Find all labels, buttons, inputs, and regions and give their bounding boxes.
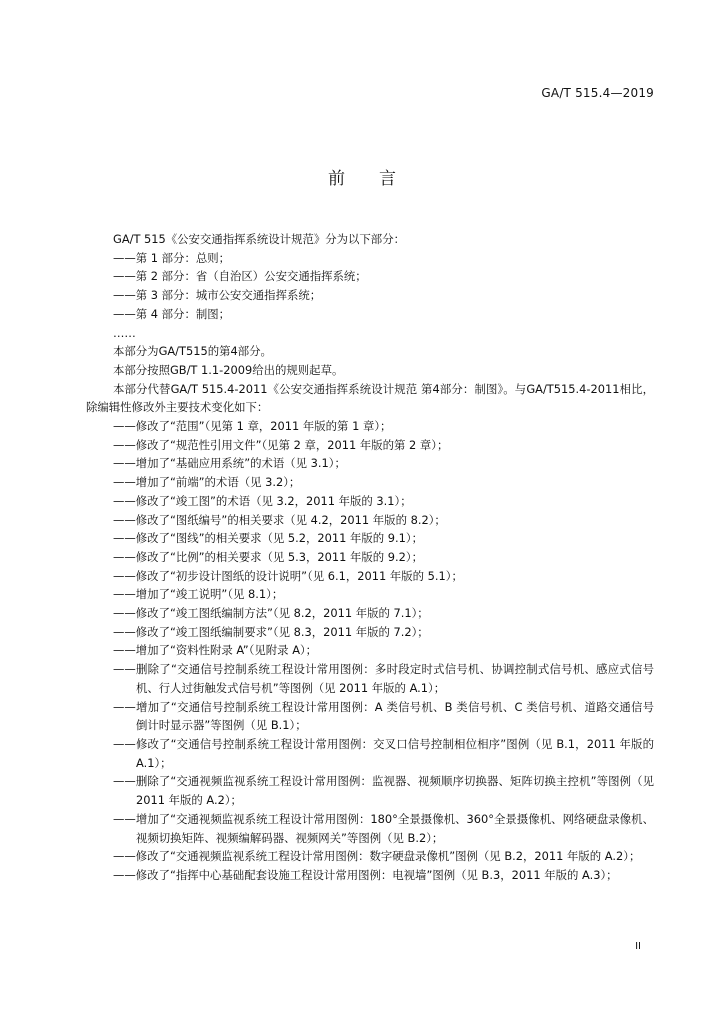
change-item: ——增加了“前端”的术语（见 3.2）； [113, 475, 301, 490]
change-item: ——修改了“指挥中心基础配套设施工程设计常用图例：电视墙”图例（见 B.3，2011 年版的 A.3）； [113, 867, 618, 882]
change-item: ——修改了“范围”（见第 1 章，2011 年版的第 1 章）； [113, 419, 392, 434]
change-item: ——修改了“交通视频监视系统工程设计常用图例：数字硬盘录像机”图例（见 B.2，2011 年版的 A.2）； [113, 849, 641, 864]
change-item: ——修改了“图线”的相关要求（见 5.2，2011 年版的 9.1）； [113, 531, 423, 546]
change-item: ——删除了“交通视频监视系统工程设计常用图例：监视器、视频顺序切换器、矩阵切换主控机”等图例（见 2011 年版的 A.2）； [113, 774, 654, 808]
change-item: ——修改了“竣工图”的术语（见 3.2，2011 年版的 3.1）； [113, 493, 412, 508]
foreword-body [86, 230, 654, 885]
change-item: ——增加了“资料性附录 A”（见附录 A）； [113, 643, 318, 658]
change-item: ——增加了“基础应用系统”的术语（见 3.1）； [113, 456, 346, 471]
change-item: ——修改了“竣工图纸编制要求”（见 8.3，2011 年版的 7.2）； [113, 624, 429, 639]
page-title: 前言 [328, 169, 430, 189]
part-ellipsis: …… [113, 325, 136, 340]
part-item: ——第 3 部分：城市公安交通指挥系统； [113, 288, 322, 303]
change-item: ——修改了“图纸编号”的相关要求（见 4.2，2011 年版的 8.2）； [113, 512, 446, 527]
drafting-paragraph: 本部分按照GB/T 1.1-2009给出的规则起草。 [113, 362, 344, 377]
change-item: ——修改了“规范性引用文件”（见第 2 章，2011 年版的第 2 章）； [113, 437, 449, 452]
change-item: ——增加了“交通信号控制系统工程设计常用图例：A 类信号机、B 类信号机、C 类信号机、道路交通信号倒计时显示器”等图例（见 B.1）； [113, 699, 654, 733]
replacement-paragraph: 本部分代替GA/T 515.4-2011《公安交通指挥系统设计规范 第4部分：制图》。与GA/T515.4-2011相比，除编辑性修改外主要技术变化如下： [86, 381, 654, 415]
change-item: ——修改了“交通信号控制系统工程设计常用图例：交叉口信号控制相位相序”图例（见 B.1，2011 年版的 A.1）； [113, 736, 654, 770]
change-item: ——增加了“竣工说明”（见 8.1）； [113, 587, 284, 602]
change-item: ——修改了“比例”的相关要求（见 5.3，2011 年版的 9.2）； [113, 549, 423, 564]
part-item: ——第 2 部分：省（自治区）公安交通指挥系统； [113, 269, 367, 284]
standard-code: GA/T 515.4—2019 [541, 86, 654, 100]
page-number: II [635, 941, 641, 952]
change-item: ——删除了“交通信号控制系统工程设计常用图例：多时段定时式信号机、协调控制式信号机、感应式信号机、行人过街触发式信号机”等图例（见 2011 年版的 A.1）； [113, 662, 654, 695]
part-item: ——第 1 部分：总则； [113, 250, 231, 265]
change-item: ——修改了“竣工图纸编制方法”（见 8.2，2011 年版的 7.1）； [113, 606, 429, 621]
change-item: ——增加了“交通视频监视系统工程设计常用图例：180°全景摄像机、360°全景摄像机、网络硬盘录像机、视频切换矩阵、视频编解码器、视频网关”等图例（见 B.2）； [113, 811, 654, 845]
part-item: ——第 4 部分：制图； [113, 306, 231, 321]
intro-paragraph: GA/T 515《公安交通指挥系统设计规范》分为以下部分： [113, 232, 405, 246]
change-item: ——修改了“初步设计图纸的设计说明”（见 6.1，2011 年版的 5.1）； [113, 568, 463, 583]
scope-paragraph: 本部分为GA/T515的第4部分。 [113, 344, 272, 359]
